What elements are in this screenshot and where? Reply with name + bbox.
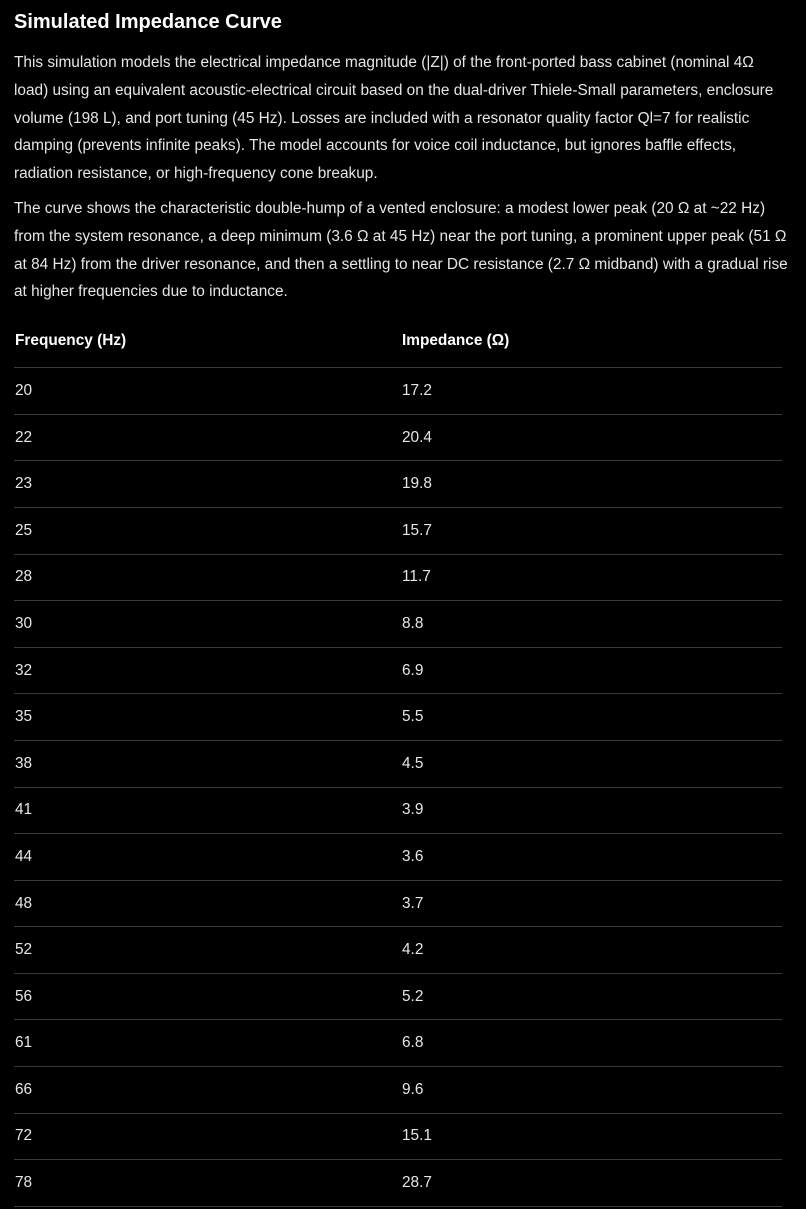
frequency-cell: 25 bbox=[14, 507, 401, 554]
table-row bbox=[14, 694, 782, 741]
impedance-cell: 6.8 bbox=[401, 1020, 782, 1067]
table-row bbox=[14, 414, 782, 461]
impedance-cell: 20.4 bbox=[401, 414, 782, 461]
table-row bbox=[14, 554, 782, 601]
impedance-cell: 4.2 bbox=[401, 927, 782, 974]
frequency-cell: 48 bbox=[14, 880, 401, 927]
frequency-cell: 28 bbox=[14, 554, 401, 601]
frequency-cell: 56 bbox=[14, 973, 401, 1020]
description-paragraph: This simulation models the electrical impedance magnitude (|Z|) of the front-ported bass cabinet (nominal 4Ω load) using an equivalent acoustic-electrical circuit based on the dual-driver Thiele-Small parameters, enclosure volume (198 L), and port tuning (45 Hz). Losses are included with a resonator quality factor Ql=7 for realistic damping (prevents infinite peaks). The model accounts for voice coil inductance, but ignores baffle effects, radiation resistance, or high-frequency cone breakup. bbox=[14, 54, 774, 183]
table-row bbox=[14, 647, 782, 694]
column-header-impedance: Impedance (Ω) bbox=[401, 318, 782, 368]
table-row bbox=[14, 834, 782, 881]
frequency-cell: 78 bbox=[14, 1160, 401, 1207]
impedance-cell: 8.8 bbox=[401, 601, 782, 648]
impedance-cell: 3.6 bbox=[401, 834, 782, 881]
impedance-cell: 11.7 bbox=[401, 554, 782, 601]
impedance-cell: 5.2 bbox=[401, 973, 782, 1020]
frequency-cell: 44 bbox=[14, 834, 401, 881]
impedance-cell: 19.8 bbox=[401, 461, 782, 508]
table-header-row bbox=[14, 318, 782, 368]
frequency-cell: 20 bbox=[14, 368, 401, 415]
table-row bbox=[14, 880, 782, 927]
impedance-cell: 5.5 bbox=[401, 694, 782, 741]
impedance-cell: 4.5 bbox=[401, 740, 782, 787]
frequency-cell: 23 bbox=[14, 461, 401, 508]
impedance-table bbox=[14, 318, 782, 1207]
frequency-cell: 30 bbox=[14, 601, 401, 648]
impedance-cell: 17.2 bbox=[401, 368, 782, 415]
page-title: Simulated Impedance Curve bbox=[14, 11, 282, 33]
table-row bbox=[14, 1020, 782, 1067]
frequency-cell: 72 bbox=[14, 1113, 401, 1160]
table-row bbox=[14, 1113, 782, 1160]
frequency-cell: 61 bbox=[14, 1020, 401, 1067]
frequency-cell: 52 bbox=[14, 927, 401, 974]
table-row bbox=[14, 973, 782, 1020]
impedance-cell: 15.7 bbox=[401, 507, 782, 554]
table-row bbox=[14, 1067, 782, 1114]
table-row bbox=[14, 1160, 782, 1207]
frequency-cell: 38 bbox=[14, 740, 401, 787]
impedance-cell: 3.7 bbox=[401, 880, 782, 927]
table-body bbox=[14, 368, 782, 1207]
frequency-cell: 22 bbox=[14, 414, 401, 461]
table-row bbox=[14, 368, 782, 415]
impedance-cell: 6.9 bbox=[401, 647, 782, 694]
frequency-cell: 35 bbox=[14, 694, 401, 741]
impedance-cell: 9.6 bbox=[401, 1067, 782, 1114]
impedance-cell: 15.1 bbox=[401, 1113, 782, 1160]
table-row bbox=[14, 787, 782, 834]
table-row bbox=[14, 601, 782, 648]
frequency-cell: 32 bbox=[14, 647, 401, 694]
table-row bbox=[14, 927, 782, 974]
frequency-cell: 41 bbox=[14, 787, 401, 834]
table-row bbox=[14, 740, 782, 787]
frequency-cell: 66 bbox=[14, 1067, 401, 1114]
impedance-cell: 3.9 bbox=[401, 787, 782, 834]
table-row bbox=[14, 461, 782, 508]
description-paragraph: The curve shows the characteristic double-hump of a vented enclosure: a modest lower peak (20 Ω at ~22 Hz) from the system resonance, a deep minimum (3.6 Ω at 45 Hz) near the port tuning, a prominent upper peak (51 Ω at 84 Hz) from the driver resonance, and then a settling to near DC resistance (2.7 Ω midband) with a gradual rise at higher frequencies due to inductance. bbox=[14, 199, 788, 301]
column-header-frequency: Frequency (Hz) bbox=[14, 318, 401, 368]
impedance-cell: 28.7 bbox=[401, 1160, 782, 1207]
table-row bbox=[14, 507, 782, 554]
